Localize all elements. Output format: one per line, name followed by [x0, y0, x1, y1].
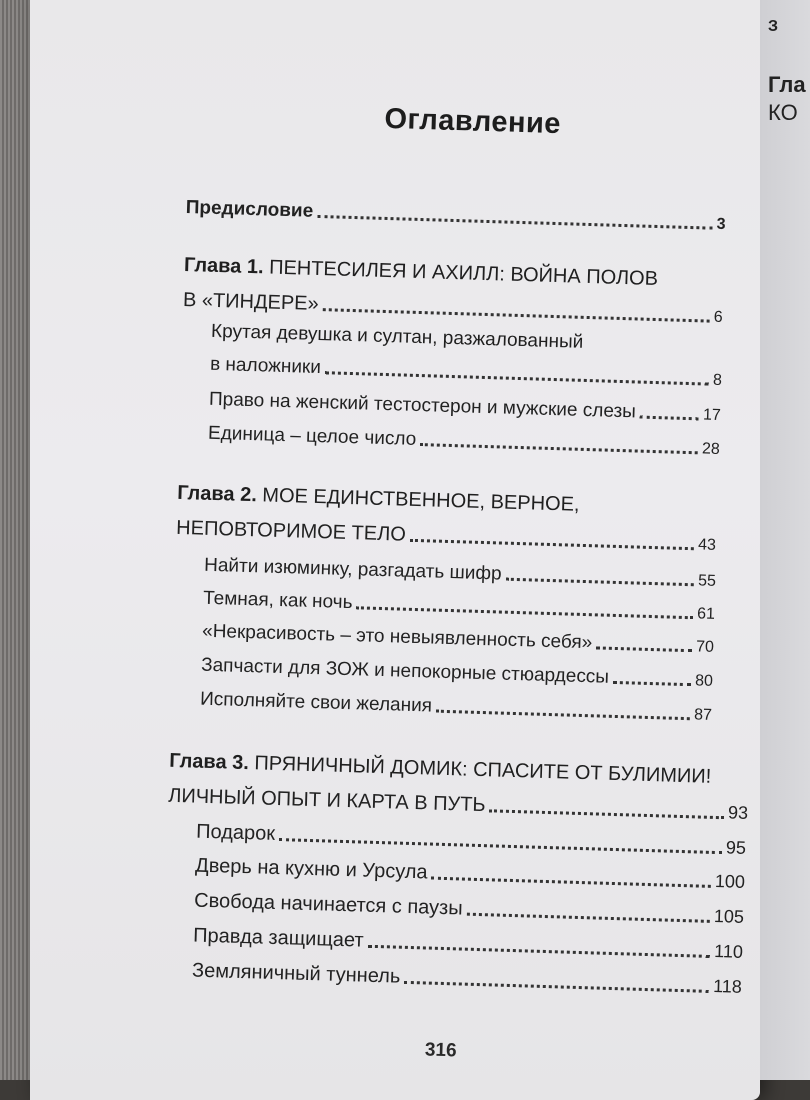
toc-entry-chapter	[168, 785, 748, 825]
toc-entry-section	[195, 855, 745, 894]
toc-page-number: 8	[712, 371, 723, 389]
toc-entry-section	[208, 423, 720, 460]
chapter-title: В «ТИНДЕРЕ»	[182, 288, 320, 315]
toc-entry-section	[209, 389, 721, 426]
toc-entry-label: Предисловие	[185, 197, 314, 222]
section-title: Правда защищает	[192, 924, 364, 952]
toc-page-number: 17	[702, 406, 722, 424]
toc-page-number: 70	[695, 638, 715, 656]
toc-page-number: 100	[714, 871, 746, 892]
section-title: Подарок	[195, 820, 276, 845]
leader-dots	[420, 443, 698, 454]
toc-entry-section	[193, 925, 743, 964]
leader-dots	[279, 838, 722, 854]
page-title: Оглавление	[383, 102, 562, 141]
chapter-title: ПРЯНИЧНЫЙ ДОМИК: СПАСИТЕ ОТ БУЛИМИИ!	[254, 752, 712, 788]
section-title: Земляничный туннель	[191, 959, 401, 988]
chapter-title: МОЕ ЕДИНСТВЕННОЕ, ВЕРНОЕ,	[262, 484, 580, 516]
section-title: Исполняйте свои желания	[199, 688, 433, 717]
page-number: 316	[424, 1039, 457, 1062]
section-title: Темная, как ночь	[202, 587, 353, 614]
toc-entry-section	[200, 689, 712, 726]
leader-dots	[322, 308, 709, 322]
toc-entry-preface	[185, 197, 725, 235]
toc-page-number: 6	[713, 308, 723, 326]
leader-dots	[640, 416, 699, 421]
next-page-text: Гла	[768, 72, 806, 97]
chapter-heading	[177, 482, 580, 517]
leader-dots	[596, 646, 692, 652]
toc-page-number: 93	[727, 802, 749, 823]
leader-dots	[325, 371, 709, 385]
chapter-prefix: Глава 3.	[169, 749, 250, 775]
section-title: Право на женский тестостерон и мужские слезы	[208, 388, 637, 423]
chapter-heading	[169, 750, 712, 789]
leader-dots	[431, 877, 710, 888]
chapter-title: ЛИЧНЫЙ ОПЫТ И КАРТА В ПУТЬ	[167, 784, 486, 817]
chapter-title: НЕПОВТОРИМОЕ ТЕЛО	[175, 516, 407, 546]
next-page-text: КО	[768, 100, 798, 125]
chapter-prefix: Глава 1.	[183, 253, 264, 279]
toc-page-number: 3	[716, 215, 726, 234]
leader-dots	[505, 578, 694, 587]
next-page-text: З	[768, 18, 779, 35]
toc-entry-section	[201, 655, 713, 692]
chapter-heading	[184, 254, 659, 291]
leader-dots	[356, 606, 693, 619]
toc-entry-section	[204, 555, 716, 592]
toc-entry-section	[202, 621, 714, 658]
leader-dots	[404, 981, 709, 993]
leader-dots	[436, 710, 690, 721]
leader-dots	[410, 539, 694, 550]
toc-page-number: 118	[712, 976, 743, 997]
chapter-title: ПЕНТЕСИЛЕЯ И АХИЛЛ: ВОЙНА ПОЛОВ	[268, 256, 659, 291]
section-title: Единица – целое число	[207, 422, 417, 450]
toc-page-number: 61	[696, 605, 716, 623]
toc-page-number: 105	[713, 905, 745, 927]
toc-page-number: 87	[693, 706, 713, 724]
toc-entry-section	[192, 960, 742, 999]
section-title: Крутая девушка и султан, разжалованный	[210, 320, 584, 353]
toc-page-number: 80	[694, 672, 714, 690]
section-title: в наложники	[209, 353, 322, 379]
leader-dots	[466, 913, 709, 923]
leader-dots	[367, 945, 710, 958]
toc-page-number: 43	[697, 536, 717, 554]
toc-entry-section	[210, 354, 722, 391]
section-title: «Некрасивость – это невыявленность себя»	[201, 620, 593, 654]
section-title: Свобода начинается с паузы	[193, 889, 463, 920]
leader-dots	[613, 681, 691, 686]
chapter-prefix: Глава 2.	[176, 481, 258, 507]
toc-entry-section	[203, 588, 715, 625]
toc-page-number: 95	[725, 837, 747, 858]
section-title: Дверь на кухню и Урсула	[194, 854, 428, 884]
section-title: Найти изюминку, разгадать шифр	[203, 554, 502, 585]
toc-entry-section	[194, 890, 744, 929]
leader-dots	[317, 215, 713, 230]
toc-page-number: 55	[697, 572, 717, 590]
section-title: Запчасти для ЗОЖ и непокорные стюардессы	[200, 654, 610, 688]
leader-dots	[489, 809, 724, 819]
toc-page-number: 28	[701, 440, 721, 458]
toc-entry-section	[196, 821, 746, 860]
toc-page-number: 110	[713, 941, 744, 962]
toc-entry-chapter	[176, 517, 716, 556]
